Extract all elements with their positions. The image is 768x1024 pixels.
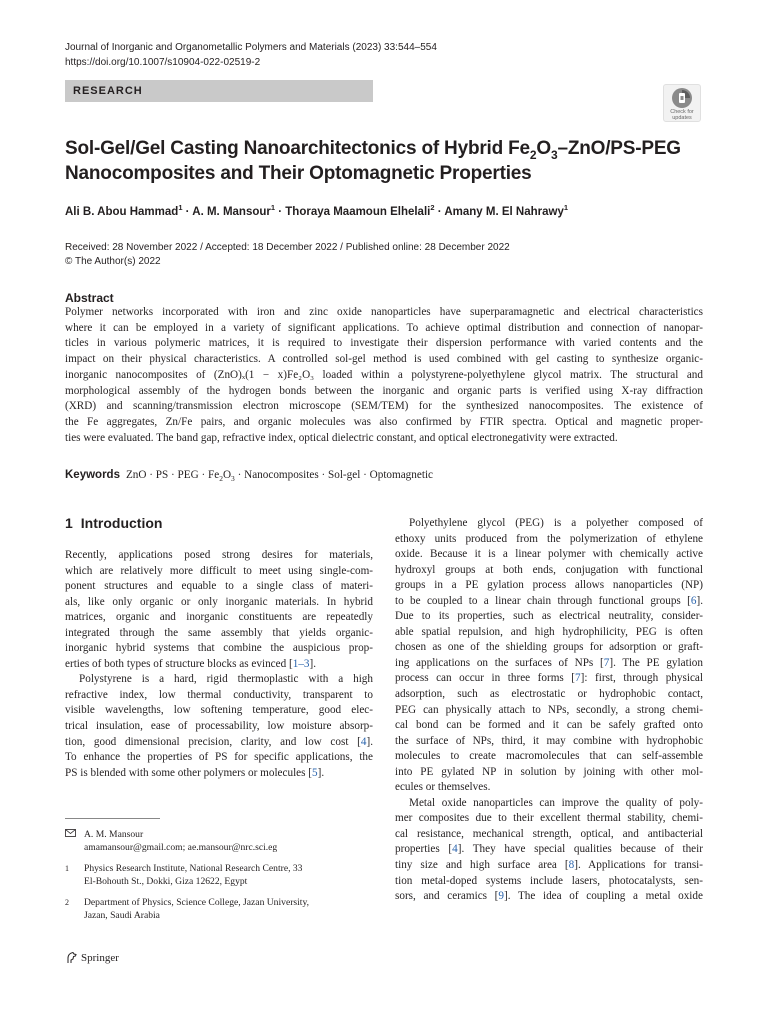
body-text-line: able spatial repulsion, and high hydrophilicity, PEG is often [395, 625, 703, 638]
article-title: Sol-Gel/Gel Casting Nanoarchitectonics of Hybrid $Fe_2O_3-ZnO/PS$-PEG Nanocomposites and Their Optomagnetic Properties [65, 138, 681, 184]
keywords-line: Keywords ZnO · PS · PEG · $Fe_2O_3$ · Nanocomposites · Sol-gel · Optomagnetic [65, 469, 434, 484]
citation-link[interactable]: 4 [452, 843, 458, 856]
body-text-line: Recently, applications posed strong desires for materials, [65, 549, 373, 561]
journal-citation: Journal of Inorganic and Organometallic Polymers and Materials (2023) 33:544–554 [65, 42, 437, 53]
abstract-line: ties were evaluated. The band gap, refractive index, optical dielectric constant, and optical electronegativity were extracted. [65, 431, 618, 444]
body-text-line: Polystyrene is a hard, rigid thermoplastic with a high [79, 673, 373, 686]
envelope-icon [65, 829, 76, 837]
article-type-label: RESEARCH [65, 80, 373, 102]
citation-link[interactable]: 8 [568, 859, 575, 872]
check-for-updates-badge[interactable] [663, 84, 701, 122]
citation-link[interactable]: 4 [360, 735, 367, 748]
body-text-line: hydroxyl groups at both ends, conjugation with functional [395, 563, 703, 576]
body-text-line: adsorption, such as electrostatic or hydrophobic contact, [395, 688, 703, 701]
abstract-line: the Fe aggregates, Zn/Fe pairs, and organic molecules was also confirmed by FTIR spectra. Optical and magnetic proper- [65, 415, 703, 428]
email-links[interactable]: amamansour@gmail.com; ae.mansour@nrc.sci.eg [84, 842, 278, 853]
body-text-line: Due to its properties, such as electrical neutrality, consider- [395, 610, 703, 623]
body-text-line: cal resistance, mechanical strength, optical, and antibacterial [395, 827, 703, 840]
body-text-line: process can occur in three forms [7]: first, through physical [395, 672, 703, 685]
body-text-line: tiny size and high surface area [8]. Applications for transi- [395, 859, 704, 872]
body-text-line: sors, and ceramics [9]. The idea of coupling a metal oxide [395, 890, 703, 903]
citation-link[interactable]: 1–3 [292, 657, 310, 670]
abstract-line: where it can be employed in a variety of significant applications. To achieve optimal distribution and connection of nanopar- [65, 321, 703, 334]
check-for-updates-text: Check for updates [670, 109, 694, 121]
body-text-line: which are relatively more difficult to meet using single-com- [65, 564, 373, 577]
springer-horse-icon [65, 951, 78, 964]
body-text-line: mer composites due to their excellent thermal stability, chemi- [395, 812, 703, 825]
body-text-line: inorganic hybrid systems that combine the auspicious prop- [65, 642, 373, 655]
body-text-line: ecules or themselves. [395, 781, 491, 794]
body-text-line: ponent structures and equable to a single class of materi- [65, 580, 373, 593]
body-text-line: tion, good dimensional precision, clarity, and low cost [4]. [65, 735, 373, 748]
citation-link[interactable]: 5 [312, 766, 318, 779]
publisher-logo: Springer [65, 951, 119, 964]
body-text-line: into PE gylated NP in solution by joining with other mol- [395, 765, 703, 778]
body-text-line: tion metal-doped systems include lasers, photocatalysts, sen- [395, 874, 703, 887]
footnote-divider [65, 818, 160, 819]
left-column-text [65, 548, 373, 781]
citation-link[interactable]: 7 [603, 656, 610, 669]
abstract-body [65, 305, 703, 446]
abstract-line: ticles in various polymeric matrices, it is required to investigate their dispersion performance with varied contents and the [65, 337, 703, 350]
body-text-line: groups in a PE gylation process allows nanoparticles (NP) [395, 579, 703, 592]
check-for-updates-icon [671, 87, 693, 109]
abstract-line: impact on their physical characteristics. A controlled sol-gel method is used combined with gel casting to synthesize organic- [65, 353, 703, 366]
body-text-line: refractive index, low thermal conductivity, transparent to [65, 688, 373, 701]
citation-link[interactable]: 9 [498, 890, 504, 903]
abstract-line: Polymer networks incorporated with iron and zinc oxide nanoparticles have superparamagnetic and electrical characteristics [65, 306, 703, 318]
body-text-line: erties of both types of structure blocks as evinced [1–3]. [65, 657, 317, 670]
affiliation-2: 2 Department of Physics, Science College, Jazan University, Jazan, Saudi Arabia [65, 897, 310, 921]
section-heading: 1 Introduction [65, 515, 163, 531]
corresponding-author-note: A. M. Mansour amamansour@gmail.com; ae.mansour@nrc.sci.eg [65, 828, 365, 854]
author-name[interactable]: Amany M. El Nahrawy [444, 206, 564, 218]
journal-header [65, 40, 437, 70]
affiliation-1: 1 Physics Research Institute, National Research Centre, 33 El-Bohouth St., Dokki, Giza 12622, Egypt [65, 863, 303, 887]
copyright-line: © The Author(s) 2022 [65, 256, 161, 267]
body-text-line: matrices, organic and inorganic constituents are repeatedly [65, 611, 373, 624]
body-text-line: properties [4]. They have special qualities because of their [395, 843, 703, 856]
author-name[interactable]: Ali B. Abou Hammad [65, 206, 179, 218]
body-text-line: molecules to create macromolecules that can self-assemble [395, 750, 703, 763]
body-text-line: chosen as one of the shielding groups for adsorption or graft- [395, 641, 703, 654]
body-text-line: PS is blended with some other polymers or molecules [5]. [65, 766, 325, 779]
abstract-line: inorganic nanocomposites of (ZnO)ₓ(1 − x)Fe₂O₃ loaded within a polystyrene-polyethylene glycol matrix. The structural and [65, 368, 703, 381]
citation-link[interactable]: 6 [690, 594, 697, 607]
body-text-line: integrated through the same assembly that yields organic- [65, 626, 373, 639]
publication-dates: Received: 28 November 2022 / Accepted: 18 December 2022 / Published online: 28 December 2022 © The Author(s) 2022 [65, 242, 510, 267]
body-text-line: ethoxy units produced from the polymerization of ethylene [395, 532, 703, 545]
footnotes [65, 828, 365, 930]
author-name[interactable]: Thoraya Maamoun Elhelali [285, 206, 431, 218]
body-text-line: to be coupled to a linear chain through functional groups [6]. [395, 594, 703, 607]
author-name[interactable]: A. M. Mansour [192, 206, 271, 218]
abstract-line: morphological assembly of the hydrogen bonds between the inorganic and organic parts is verified using X-ray diffraction [65, 384, 703, 397]
body-text-line: ing applications on the surfaces of NPs [7]. The PE gylation [395, 656, 703, 669]
body-text-line: Metal oxide nanoparticles can improve the quality of poly- [409, 796, 703, 809]
body-text-line: Polyethylene glycol (PEG) is a polyether composed of [409, 517, 703, 529]
doi-link[interactable]: https://doi.org/10.1007/s10904-022-02519-2 [65, 57, 261, 68]
body-text-line: trical insulation, ease of processability, low moisture absorp- [65, 720, 373, 733]
keywords-label: Keywords [65, 469, 120, 481]
body-text-line: visible wavelengths, low softening temperature, good elec- [65, 704, 373, 717]
body-text-line: als, like only organic or only inorganic materials. In hybrid [65, 595, 373, 608]
author-list: Ali B. Abou Hammad$^1$ · A. M. Mansour$^1$ · Thoraya Maamoun Elhelali$^2$ · Amany M. El Nahrawy$^1$ [65, 203, 569, 218]
body-text-line: PEG can physically attach to NPs, secondly, a strong chemi- [395, 703, 703, 716]
body-text-line: the surface of NPs, third, it may combine with hydrophobic [395, 734, 703, 747]
abstract-heading: Abstract [65, 291, 114, 305]
citation-link[interactable]: 7 [575, 672, 581, 685]
right-column-text [395, 516, 703, 905]
body-text-line: oxide. Because it is a linear polymer with chemically active [395, 548, 703, 561]
body-text-line: To enhance the properties of PS for specific applications, the [65, 751, 373, 764]
abstract-line: (XRD) and scanning/transmission electron microscope (SEM/TEM) for the synthesized nanocomposites. The existence of [65, 400, 703, 413]
body-text-line: cal bond can be formed and it can be safely grafted onto [395, 719, 703, 732]
